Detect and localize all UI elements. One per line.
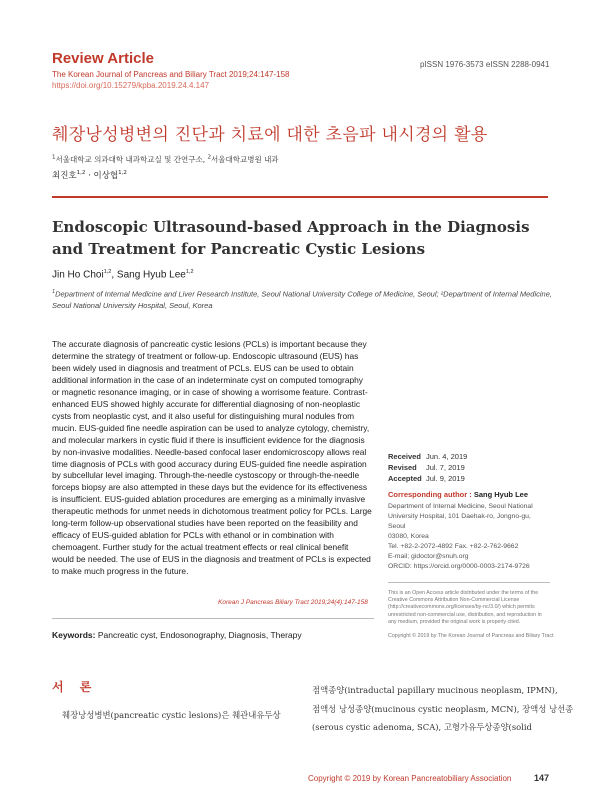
corr-address-line: 03080, Korea [388,533,429,540]
corr-address-line: University Hospital, 101 Daehak-ro, Jongno-gu, Seoul [388,513,531,530]
keywords [52,630,302,640]
korean-author-2-sup: 1,2 [118,170,127,177]
journal-citation: The Korean Journal of Pancreas and Biliary Tract 2019;24:147-158 [52,70,290,79]
abstract-text: The accurate diagnosis of pancreatic cystic lesions (PCLs) is important because they determine the strategy of treatment or follow-up. Endoscopic ultrasound (EUS) has been widely used in diagnosis and treatment of PCLs. EUS can be used to obtain additional information in the case of an indeterminate cyst on computed tomography or magnetic resonance imaging, or in case of showing a worrisome feature. Contrast-enhanced EUS showed highly accurate for differential diagnosing of non-neoplastic cysts from neoplastic cyst, and it also useful for distinguishing mural nodules from mucin. EUS-guided fine needle aspiration can be used to analyze cytology, chemistry, and molecular markers in cystic fluid if there is insufficient evidence for the diagnosis by non-invasive modalities. Needle-based confocal laser endomicroscopy allows real time diagnosis of PCLs with good accuracy during EUS-guided fine needle aspiration by subcellular level imaging. Through-the-needle cystoscopy or through-the-needle forceps biopsy are also attempted in these days but the evidence for its effectiveness is insufficient. EUS-guided ablation procedures are emerging as a minimally invasive therapeutic methods for unmet needs in dichotomous treatment policy for PCLs. Large long-term follow-up observational studies have been reported on the feasibility and efficacy of EUS-guided ablation for PCLs with ethanol or in combination with chemoagent. Further study for the actual treatment effects or real clinical benefit would be needed. The use of EUS in the diagnosis and treatment of PCLs is expected to make much progress in the future. [52,339,372,577]
body-line: (serous cystic adenoma, SCA), 고형가유두상종양(solid [312,722,532,732]
english-affiliation: $^1$Department of Internal Medicine and Liver Research Institute, Seoul National University College of Medicine, Seoul; ²Department of Internal Medicine, Seoul National University Hospital, Seoul, Korea [52,289,552,310]
korean-affiliation-1: 서울대학교 의과대학 내과학교실 및 간연구소, [55,155,208,164]
sidebar-divider [388,582,550,583]
corresponding-label: Corresponding author : [388,490,474,499]
english-author-2: Sang Hyub Lee [116,269,186,281]
journal-copyright: Copyright © 2019 by The Korean Journal of Pancreas and Biliary Tract [388,633,554,639]
page-number: 147 [534,773,550,783]
article-dates [388,451,467,484]
date-label: Revised [388,463,417,472]
body-text-right [312,681,574,737]
keywords-list: Pancreatic cyst, Endosonography, Diagnosis, Therapy [95,630,302,640]
body-line: 점액종양(intraductal papillary mucinous neoplasm, IPMN), [312,685,558,695]
date-value: Jul. 7, 2019 [426,463,465,472]
korean-affiliation-2: 서울대학교병원 내과 [210,155,279,164]
korean-title: 췌장낭성병변의 진단과 치료에 대한 초음파 내시경의 활용 [52,125,488,145]
english-authors [52,269,194,280]
issn: pISSN 1976-3573 eISSN 2288-0941 [420,60,550,69]
corresponding-author-details [388,502,550,572]
english-affiliation-text: Department of Internal Medicine and Liver Research Institute, Seoul National University College of Medicine, Seoul; ²Department of Internal Medicine, Seoul National University Hospital, Seoul, Korea [52,289,552,310]
corr-address-line: Department of Internal Medicine, Seoul National [388,503,533,510]
korean-author-2: 이상협 [93,171,119,181]
korean-authors [52,169,127,181]
english-author-1-sup: 1,2 [103,269,112,275]
date-received [388,451,467,462]
abstract-citation: Korean J Pancreas Biliary Tract 2019;24(4):147-158 [218,599,368,606]
korean-author-1: 최진호 [52,171,77,181]
date-value: Jul. 9, 2019 [426,474,465,483]
english-author-separator: , [111,269,117,281]
date-label: Accepted [388,474,422,483]
english-author-2-sup: 1,2 [185,269,194,275]
date-revised [388,462,467,473]
english-author-1: Jin Ho Choi [52,269,104,281]
abstract-divider [52,618,374,619]
corr-email[interactable]: E-mail; gidoctor@snuh.org [388,553,469,560]
korean-affiliation: $^1$서울대학교 의과대학 내과학교실 및 간연구소, $^2$서울대학교병원 내과 [52,154,279,164]
section-heading: 서 론 [52,680,98,694]
doi-link[interactable]: https://doi.org/10.15279/kpba.2019.24.4.147 [52,81,210,90]
corr-orcid[interactable]: ORCID: https://orcid.org/0000-0003-2174-9726 [388,563,530,570]
corresponding-author-heading [388,490,528,499]
english-title: Endoscopic Ultrasound-based Approach in the Diagnosis and Treatment for Pancreatic Cystic Lesions [52,218,530,258]
author-separator: · [85,171,94,181]
body-line: 점액성 낭성종양(mucinous cystic neoplasm, MCN), 장액성 낭선종 [312,703,574,714]
corr-phone: Tel. +82-2-2072-4892 Fax. +82-2-762-9662 [388,543,519,550]
date-label: Received [388,452,421,461]
body-text-left: 췌장낭성병변(pancreatic cystic lesions)은 췌관내유두상 [62,710,281,720]
corresponding-author-name: Sang Hyub Lee [473,490,529,499]
title-divider [52,196,548,198]
article-type: Review Article [52,50,154,67]
footer-copyright: Copyright © 2019 by Korean Pancreatobiliary Association [308,774,512,783]
korean-author-1-sup: 1,2 [76,170,86,177]
date-accepted [388,473,467,484]
keywords-label: Keywords: [52,630,96,640]
license-text: This is an Open Access article distributed under the terms of the Creative Commons Attribution Non-Commercial License (http://creativecommons.org/licenses/by-nc/3.0/) which permits unrestricted non-commercial use, distribution, and reproduction in any medium, provided the original work is properly cited. [388,590,542,625]
date-value: Jun. 4, 2019 [426,452,468,461]
